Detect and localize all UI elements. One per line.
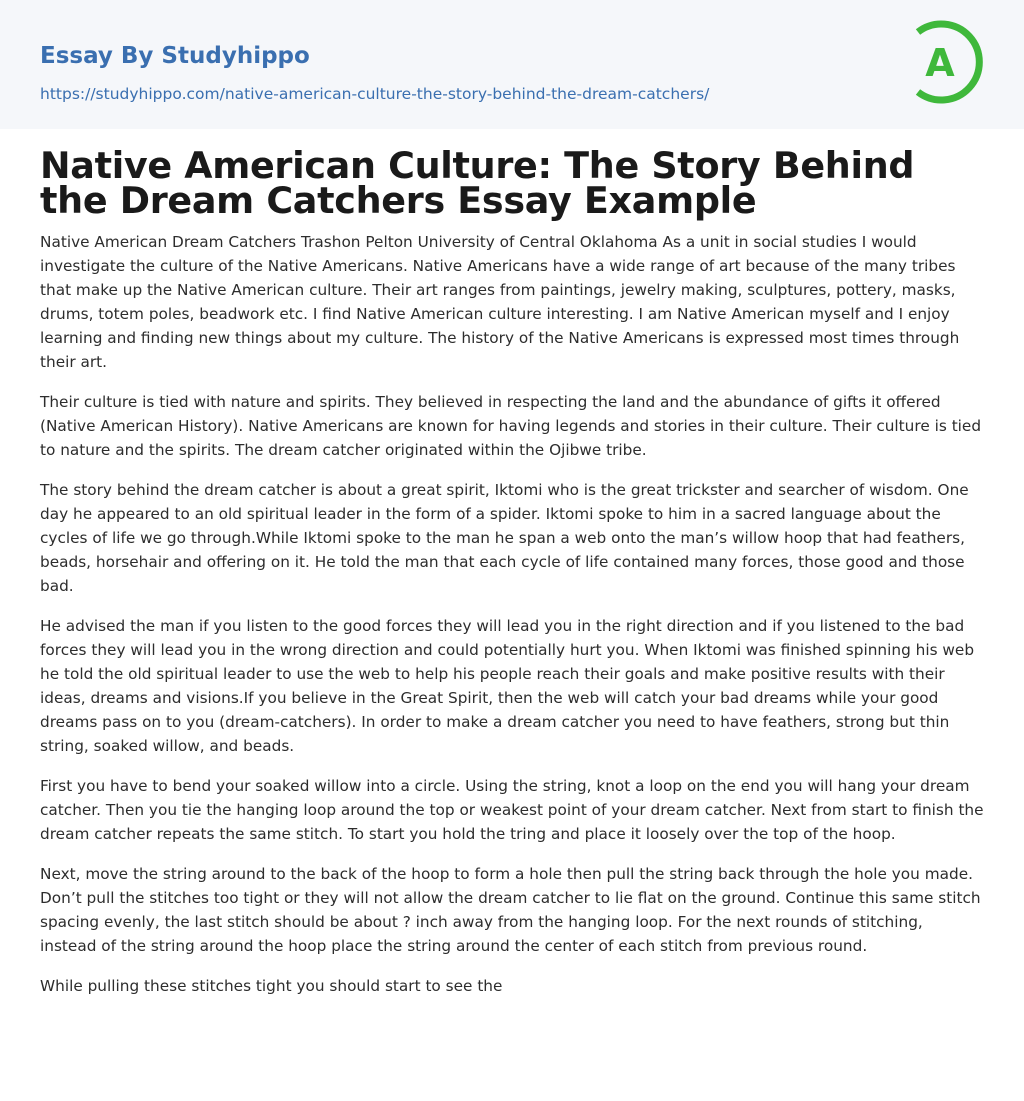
- paragraph-5: First you have to bend your soaked willow into a circle. Using the string, knot a loop on the end you will hang your dream catcher. Then you tie the hanging loop around the top or weakest point of your dream catcher. Next from start to finish the dream catcher repeats the same stitch. To start you hold the tring and place it loosely over the top of the hoop.: [40, 777, 984, 843]
- paragraph-4: He advised the man if you listen to the good forces they will lead you in the right direction and if you listened to the bad forces they will lead you in the wrong direction and could potentially hurt you. When Iktomi was finished spinning his web he told the old spiritual leader to use the web to help his people reach their goals and make positive results with their ideas, dreams and visions.If you believe in the Great Spirit, then the web will catch your bad dreams while your good dreams pass on to you (dream-catchers). In order to make a dream catcher you need to have feathers, strong but thin string, soaked willow, and beads.: [40, 617, 975, 755]
- paragraph-6: Next, move the string around to the back of the hoop to form a hole then pull the string back through the hole you made. Don’t pull the stitches too tight or they will not allow the dream catcher to lie flat on the ground. Continue this same stitch spacing evenly, the last stitch should be about ? inch away from the hanging loop. For the next rounds of stitching, instead of the string around the hoop place the string around the center of each stitch from previous round.: [40, 865, 981, 955]
- paragraph-2: Their culture is tied with nature and spirits. They believed in respecting the land and the abundance of gifts it offered (Native American History). Native Americans are known for having legends and stories in their culture. Their culture is tied to nature and the spirits. The dream catcher originated within the Ojibwe tribe.: [40, 393, 982, 459]
- page-title: Native American Culture: The Story Behind the Dream Catchers Essay Example: [40, 144, 915, 222]
- site-header: [0, 0, 1024, 129]
- article: [40, 144, 984, 1014]
- paragraph-3: The story behind the dream catcher is about a great spirit, Iktomi who is the great trickster and searcher of wisdom. One day he appeared to an old spiritual leader in the form of a spider. Iktomi spoke to him in a sacred language about the cycles of life we go through.While Iktomi spoke to the man he span a web onto the man’s willow hoop that had feathers, beads, horsehair and offering on it. He told the man that each cycle of life contained many forces, those good and those bad.: [40, 481, 969, 595]
- source-url-link[interactable]: https://studyhippo.com/native-american-culture-the-story-behind-the-dream-catchers/: [40, 85, 710, 103]
- logo-letter: A: [925, 41, 955, 85]
- brand-title: Essay By Studyhippo: [40, 43, 310, 69]
- paragraph-1: Native American Dream Catchers Trashon Pelton University of Central Oklahoma As a unit in social studies I would investigate the culture of the Native Americans. Native Americans have a wide range of art because of the many tribes that make up the Native American culture. Their art ranges from paintings, jewelry making, sculptures, pottery, masks, drums, totem poles, beadwork etc. I find Native American culture interesting. I am Native American myself and I enjoy learning and finding new things about my culture. The history of the Native Americans is expressed most times through their art.: [40, 233, 960, 371]
- studyhippo-logo-icon[interactable]: [910, 18, 988, 106]
- paragraph-7: While pulling these stitches tight you should start to see the: [40, 977, 503, 995]
